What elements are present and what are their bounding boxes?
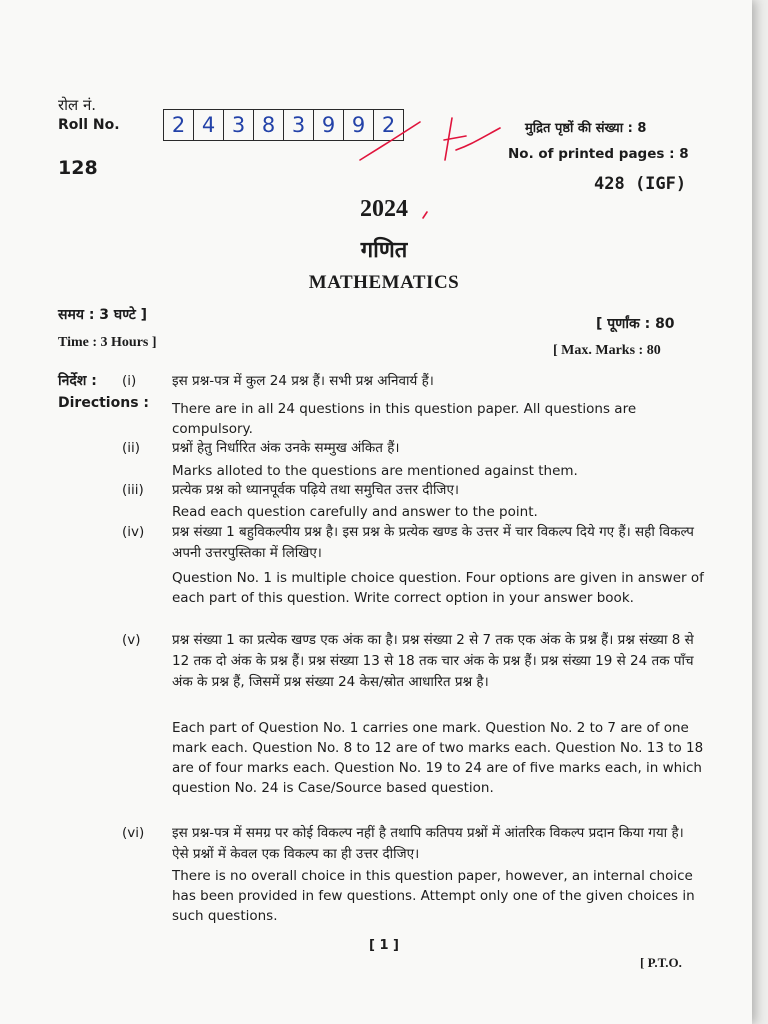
direction-text: Read each question carefully and answer to the point. bbox=[172, 504, 538, 520]
roll-digit: 2 bbox=[381, 113, 396, 137]
roll-digit: 8 bbox=[254, 110, 284, 140]
roll-digit: 3 bbox=[284, 110, 314, 140]
direction-number: (vi) bbox=[122, 825, 145, 841]
direction-text: There are in all 24 questions in this question paper. All questions are compulsory. bbox=[172, 401, 637, 437]
direction-text-hindi: प्रश्नों हेतु निर्धारित अंक उनके सम्मुख अंकित हैं। bbox=[172, 440, 400, 456]
directions-label-hindi: निर्देश : bbox=[58, 373, 97, 389]
roll-label-hindi: रोल नं. bbox=[58, 96, 97, 114]
max-marks-hindi: [ पूर्णांक : 80 bbox=[596, 316, 675, 332]
direction-text-hindi: इस प्रश्न-पत्र में कुल 24 प्रश्न हैं। सभी प्रश्न अनिवार्य हैं। bbox=[172, 373, 434, 389]
roll-digit: 4 bbox=[194, 110, 224, 140]
directions-label: Directions : bbox=[58, 395, 149, 411]
direction-number: (v) bbox=[122, 632, 141, 648]
roll-label: Roll No. bbox=[58, 117, 120, 133]
direction-number: (iii) bbox=[122, 482, 144, 498]
exam-year: 2024 bbox=[360, 196, 408, 222]
printed-pages: No. of printed pages : 8 bbox=[508, 146, 689, 162]
direction-number: (i) bbox=[122, 373, 137, 389]
time-hindi: समय : 3 घण्टे ] bbox=[58, 307, 148, 323]
direction-text: There is no overall choice in this question paper, however, an internal choice has been provided in few questions. Attempt only one of the given choices in such questions. bbox=[172, 868, 695, 924]
pto-marker: [ P.T.O. bbox=[640, 955, 682, 970]
direction-text: Question No. 1 is multiple choice question. Four options are given in answer of each part of this question. Write correct option in your answer book. bbox=[172, 570, 704, 606]
ink-checkmark-icon bbox=[0, 0, 752, 260]
paper-number: 128 bbox=[58, 157, 98, 179]
printed-pages-hindi: मुद्रित पृष्ठों की संख्या : 8 bbox=[525, 121, 647, 136]
direction-text: Marks alloted to the questions are mentioned against them. bbox=[172, 463, 578, 479]
direction-number: (ii) bbox=[122, 440, 141, 456]
roll-digit: 9 bbox=[314, 110, 344, 140]
subject-hindi: गणित bbox=[360, 238, 408, 263]
direction-text-hindi: प्रश्न संख्या 1 का प्रत्येक खण्ड एक अंक का है। प्रश्न संख्या 2 से 7 तक एक अंक के प्रश्न हैं। प्रश्न संख्या 8 से 12 तक दो अंक के प्रश्न हैं। प्रश्न संख्या 13 से 18 तक चार अंक के प्रश्न हैं। प्रश्न संख्या 19 से 24 तक पाँच अंक के प्रश्न हैं, जिसमें प्रश्न संख्या 24 केस/स्रोत आधारित प्रश्न है। bbox=[172, 632, 694, 690]
paper-code: 428 (IGF) bbox=[594, 174, 687, 194]
direction-text-hindi: प्रत्येक प्रश्न को ध्यानपूर्वक पढ़िये तथा समुचित उत्तर दीजिए। bbox=[172, 482, 460, 498]
max-marks: [ Max. Marks : 80 bbox=[553, 343, 661, 358]
roll-digit: 9 bbox=[344, 110, 374, 140]
direction-number: (iv) bbox=[122, 524, 145, 540]
roll-digit: 2 bbox=[164, 110, 194, 140]
time-allowed: Time : 3 Hours ] bbox=[58, 335, 157, 350]
direction-text: Each part of Question No. 1 carries one mark. Question No. 2 to 7 are of one mark each. Question No. 8 to 12 are of two marks each. Question No. 13 to 18 are of four marks each. Question No. 19 to 24 are of five marks each, in which question No. 24 is Case/Source based question. bbox=[172, 720, 704, 796]
direction-text-hindi: प्रश्न संख्या 1 बहुविकल्पीय प्रश्न है। इस प्रश्न के प्रत्येक खण्ड के उत्तर में चार विकल्प दिये गए हैं। सही विकल्प अपनी उत्तरपुस्तिका में लिखिए। bbox=[172, 524, 694, 561]
page-number: [ 1 ] bbox=[369, 938, 399, 953]
subject-title: MATHEMATICS bbox=[308, 272, 460, 293]
direction-text-hindi: इस प्रश्न-पत्र में समग्र पर कोई विकल्प नहीं है तथापि कतिपय प्रश्नों में आंतरिक विकल्प प्रदान किया गया है। ऐसे प्रश्नों में केवल एक विकल्प का ही उत्तर दीजिए। bbox=[172, 825, 684, 862]
roll-digit: 3 bbox=[224, 110, 254, 140]
